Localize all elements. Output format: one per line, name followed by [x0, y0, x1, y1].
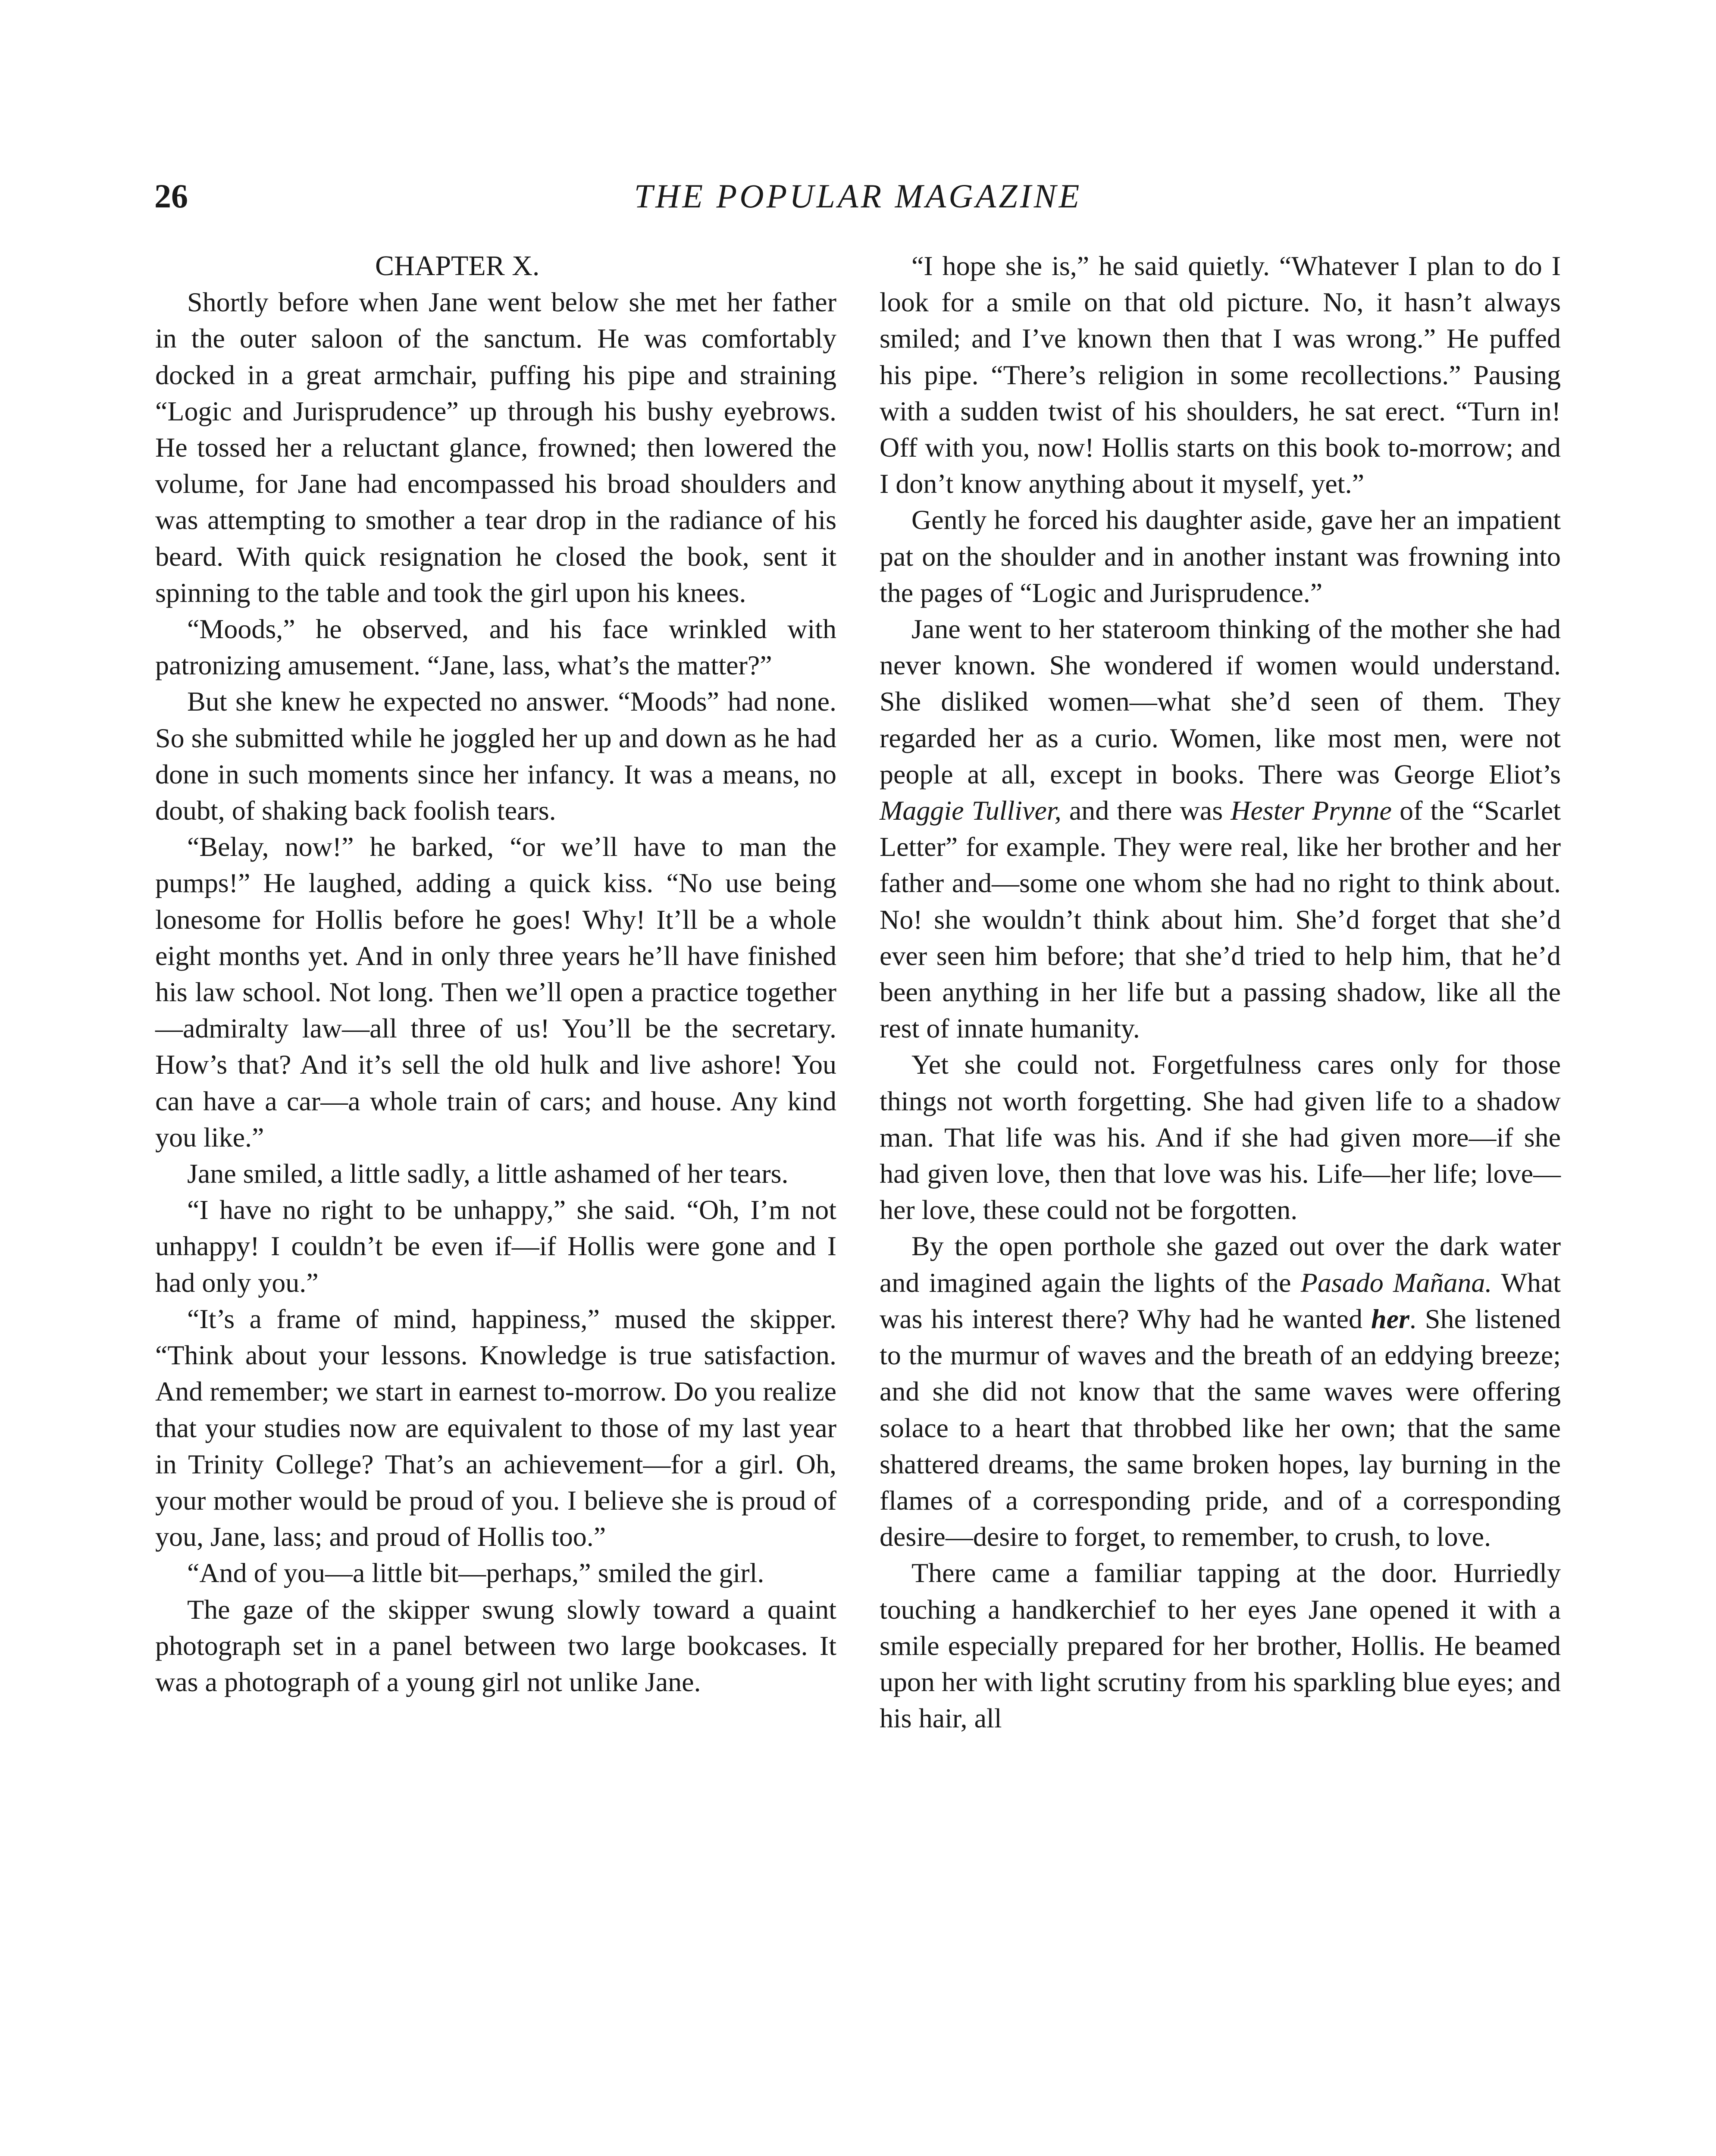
- paragraph: But she knew he expected no answer. “Moods” had none. So she submitted while he joggled her up and down as he had done in such moments since her infancy. It was a means, no doubt, of shaking back foolish tears.: [155, 686, 836, 826]
- chapter-heading-text: CHAPTER X.: [375, 250, 540, 282]
- paragraph: “I hope she is,” he said quietly. “Whatever I plan to do I look for a smile on that old picture. No, it hasn’t always smiled; and I’ve known then that I was wrong.” He puffed his pipe. “There’s religion in some recollections.” Pausing with a sudden twist of his shoulders, he sat erect. “Turn in! Off with you, now! Hollis starts on this book to-morrow; and I don’t know anything about it myself, yet.”: [880, 251, 1561, 499]
- paragraph: “It’s a frame of mind, happiness,” mused the skipper. “Think about your lessons. Knowledge is true satisfaction. And remember; we start in earnest to-morrow. Do you realize that your studies now are equivalent to those of my last year in Trinity College? That’s an achievement—for a girl. Oh, your mother would be proud of you. I believe she is proud of you, Jane, lass; and proud of Hollis too.”: [155, 1303, 836, 1552]
- chapter-heading: [155, 248, 836, 284]
- text-run: What was his interest there? Why had he wanted: [880, 1267, 1561, 1334]
- paragraph: The gaze of the skipper swung slowly toward a quaint photograph set in a panel between two large bookcases. It was a photograph of a young girl not unlike Jane.: [155, 1594, 836, 1697]
- paragraph: “And of you—a little bit—perhaps,” smiled the girl.: [187, 1557, 764, 1589]
- emphasis-her: her: [1371, 1303, 1409, 1334]
- page-number: 26: [154, 177, 188, 215]
- text-run: and there was: [1061, 795, 1231, 826]
- paragraph: There came a familiar tapping at the door. Hurriedly touching a handkerchief to her eyes Jane opened it with a smile especially prepared for her brother, Hollis. He beamed upon her with light scrutiny from his sparkling blue eyes; and his hair, all: [880, 1557, 1561, 1734]
- italic-title-maggie-tulliver: Maggie Tulliver,: [880, 795, 1062, 826]
- paragraph: “Moods,” he observed, and his face wrinkled with patronizing amusement. “Jane, lass, what’s the matter?”: [155, 614, 836, 681]
- paragraph: [880, 1228, 1561, 1555]
- text-run: By the open porthole she gazed out over the dark water and imagined again the lights of the: [880, 1231, 1561, 1298]
- paragraph: Shortly before when Jane went below she met her father in the outer saloon of the sanctum. He was comfortably docked in a great armchair, puffing his pipe and straining “Logic and Jurisprudence” up through his bushy eyebrows. He tossed her a reluctant glance, frowned; then lowered the volume, for Jane had encompassed his broad shoulders and was attempting to smother a tear drop in the radiance of his beard. With quick resignation he closed the book, sent it spinning to the table and took the girl upon his knees.: [155, 287, 836, 608]
- paragraph: Yet she could not. Forgetfulness cares only for those things not worth forgetting. She had given life to a shadow man. That life was his. And if she had given more—if she had given love, then that love was his. Life—her life; love—her love, these could not be forgotten.: [880, 1049, 1561, 1225]
- paragraph: Jane smiled, a little sadly, a little ashamed of her tears.: [187, 1158, 789, 1189]
- paragraph: [880, 611, 1561, 1047]
- paragraph: “I have no right to be unhappy,” she said. “Oh, I’m not unhappy! I couldn’t be even if—if Hollis were gone and I had only you.”: [155, 1194, 836, 1298]
- text-run: of the “Scarlet Letter” for example. They were real, like her brother and her father and—some one whom she had no right to think about. No! she wouldn’t think about him. She’d forget that she’d ever seen him before; that she’d tried to help him, that he’d been anything in her life but a passing shadow, like all the rest of innate humanity.: [880, 795, 1561, 1044]
- italic-ship-name: Pasado Mañana.: [1300, 1267, 1492, 1298]
- paragraph: Gently he forced his daughter aside, gave her an impatient pat on the shoulder and in another instant was frowning into the pages of “Logic and Jurisprudence.”: [880, 505, 1561, 608]
- italic-title-hester-prynne: Hester Prynne: [1231, 795, 1392, 826]
- text-run: Jane went to her stateroom thinking of the mother she had never known. She wondered if women would understand. She disliked women—what she’d seen of them. They regarded her as a curio. Women, like most men, were not people at all, except in books. There was George Eliot’s: [880, 614, 1561, 790]
- left-column: [155, 248, 836, 1700]
- paragraph: “Belay, now!” he barked, “or we’ll have to man the pumps!” He laughed, adding a quick kiss. “No use being lonesome for Hollis before he goes! Why! It’ll be a whole eight months yet. And in only three years he’ll have finished his law school. Not long. Then we’ll open a practice together —admiralty law—all three of us! You’ll be the secretary. How’s that? And it’s sell the old hulk and live ashore! You can have a car—a whole train of cars; and house. Any kind you like.”: [155, 831, 836, 1153]
- running-title: THE POPULAR MAGAZINE: [634, 177, 1082, 215]
- page-header: [154, 170, 1562, 222]
- right-column: [880, 248, 1561, 1736]
- text-run: . She listened to the murmur of waves and the breath of an eddying breeze; and she did not know that the same waves were offering solace to a heart that throbbed like her own; that the same shattered dreams, the same broken hopes, lay burning in the flames of a corresponding pride, and of a corresponding desire—desire to forget, to remember, to crush, to love.: [880, 1303, 1561, 1552]
